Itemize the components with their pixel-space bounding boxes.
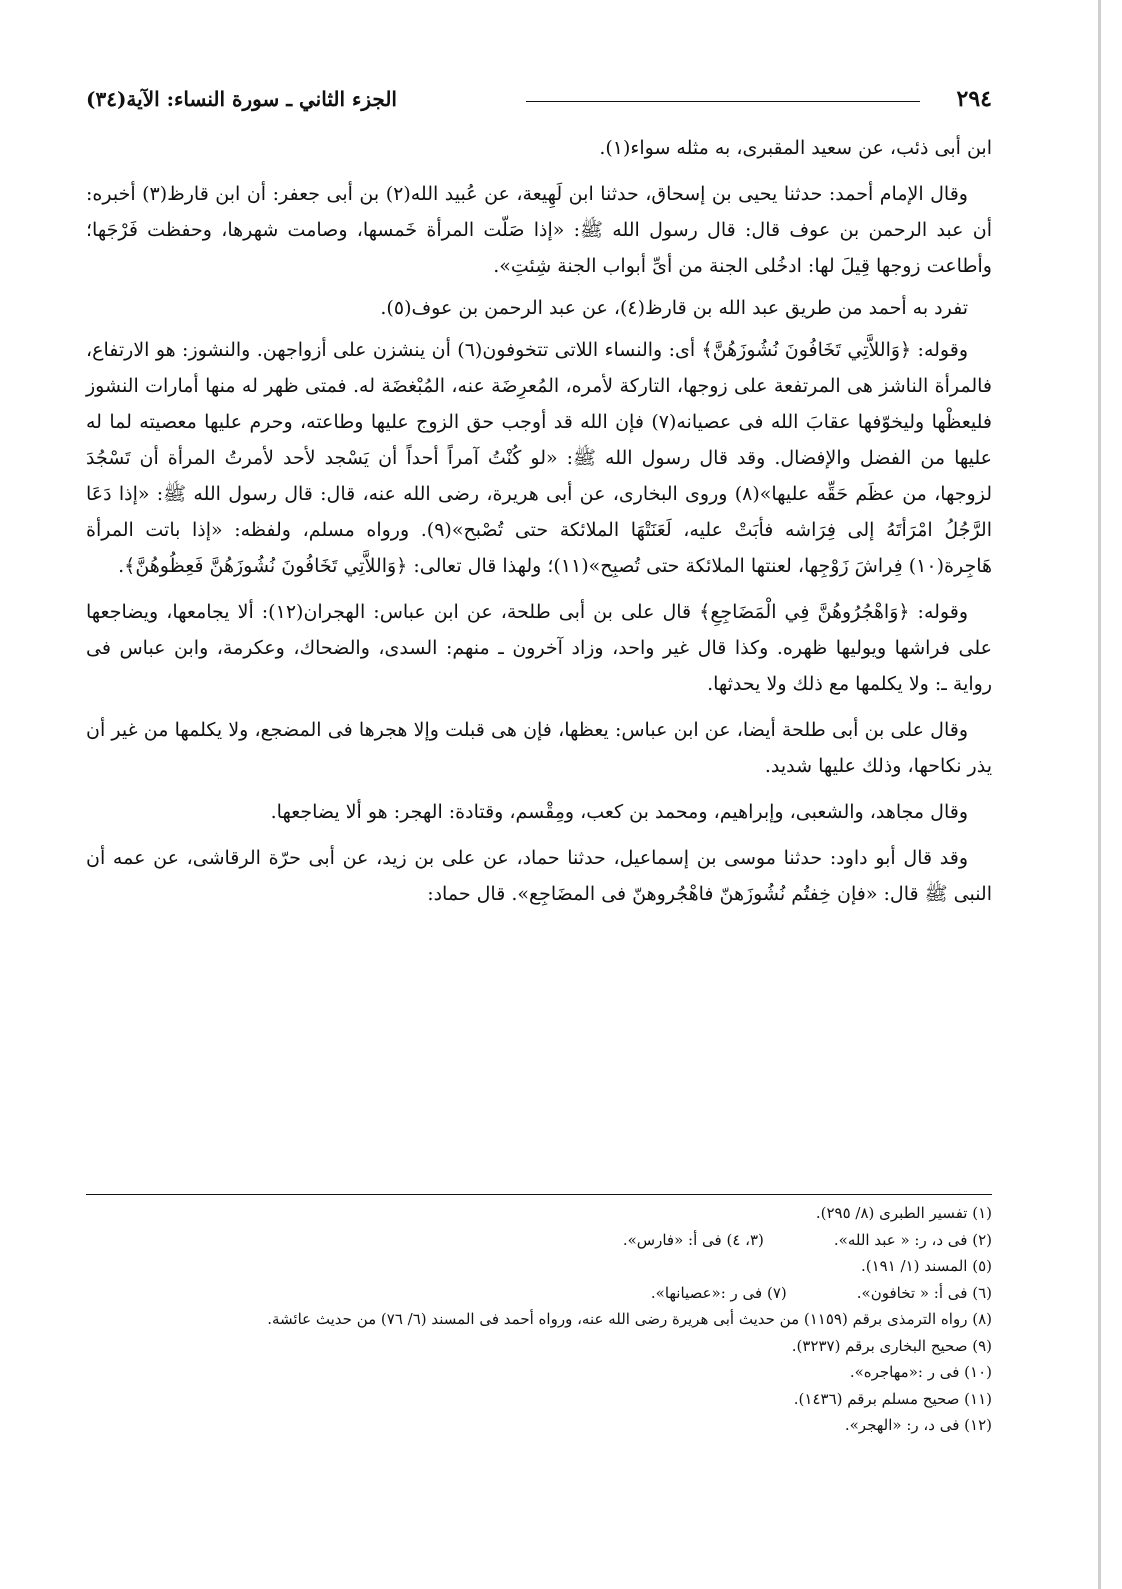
footnote: (٣، ٤) فى أ: «فارس».: [622, 1230, 764, 1249]
running-title: الجزء الثاني ـ سورة النساء: الآية(٣٤): [86, 87, 397, 111]
footnote: (١٢) فى د، ر: «الهجر».: [844, 1416, 992, 1434]
footnote: (٧) فى ر :«عصيانها».: [650, 1283, 787, 1302]
footnote: (١٠) فى ر :«مهاجره».: [849, 1363, 992, 1381]
paragraph: وقوله: ﴿وَاللاَّتِي تَخَافُونَ نُشُوزَهُنَّ﴾ أى: والنساء اللاتى تتخوفون(٦) أن ينشزن على أزواجهن. والنشوز: هو الارتفاع، فالمرأة الناشز هى المرتفعة على زوجها، التاركة لأمره، المُعرِضَة عنه، المُبْغضَة له. فمتى ظهر له منها أمارات النشوز فليعظْها وليخوّفها عقابَ الله فى عصيانه(٧) فإن الله قد أوجب حق الزوج عليها وطاعته، وحرم عليها معصيته لما له عليها من الفضل والإفضال. وقد قال رسول الله ﷺ: «لو كُنْتُ آمراً أحداً أن يَسْجد لأحد لأمرتُ المرأة أن تَسْجُدَ لزوجها، من عظَم حَقِّه عليها»(٨) وروى البخارى، عن أبى هريرة، رضى الله عنه، قال: قال رسول الله ﷺ: «إذا دَعَا الرَّجُلُ امْرَأتَهُ إلى فِرَاشه فأبَتْ عليه، لَعَنَتْهَا الملائكة حتى تُصْبح»(٩). ورواه مسلم، ولفظه: «إذا باتت المرأة هَاجِرة(١٠) فِراشَ زَوْجِها، لعنتها الملائكة حتى تُصبِح»(١١)؛ ولهذا قال تعالى: ﴿وَاللاَّتِي تَخَافُونَ نُشُوزَهُنَّ فَعِظُوهُنَّ﴾.: [86, 339, 993, 577]
page-edge-divider: [1098, 0, 1101, 1589]
paragraph: وقوله: ﴿وَاهْجُرُوهُنَّ فِي الْمَضَاجِعِ﴾ قال على بن أبى طلحة، عن ابن عباس: الهجران(١٢): ألا يجامعها، ويضاجعها على فراشها ويوليها ظهره. وكذا قال غير واحد، وزاد آخرون ـ منهم: السدى، والضحاك، وعكرمة، وابن عباس فى رواية ـ: ولا يكلمها مع ذلك ولا يحدثها.: [86, 601, 992, 695]
paragraph: تفرد به أحمد من طريق عبد الله بن قارظ(٤)، عن عبد الرحمن بن عوف(٥).: [380, 297, 968, 319]
running-header: [86, 84, 992, 118]
footnote-row: [86, 1227, 992, 1254]
footnote: (١) تفسير الطبرى (٨/ ٢٩٥).: [815, 1204, 992, 1222]
paragraph: وقال الإمام أحمد: حدثنا يحيى بن إسحاق، حدثنا ابن لَهِيعة، عن عُبيد الله(٢) بن أبى جعفر: أن ابن قارظ(٣) أخبره: أن عبد الرحمن بن عوف قال: قال رسول الله ﷺ: «إذا صَلّت المرأة خَمسها، وصامت شهرها، وحفظت فَرْجَها؛ وأطاعت زوجها قِيلَ لها: ادخُلى الجنة من أىِّ أبواب الجنة شِئتِ».: [86, 183, 992, 277]
footnotes: [86, 1200, 992, 1439]
footnote: (٥) المسند (١/ ١٩١).: [860, 1257, 992, 1275]
footnote: (٨) رواه الترمذى برقم (١١٥٩) من حديث أبى هريرة رضى الله عنه، ورواه أحمد فى المسند (٦/ ٧٦) من حديث عائشة.: [267, 1310, 992, 1328]
footnote: (١١) صحيح مسلم برقم (١٤٣٦).: [793, 1389, 992, 1408]
footnote-row: [86, 1280, 992, 1307]
paragraph: ابن أبى ذئب، عن سعيد المقبرى، به مثله سواء(١).: [599, 137, 992, 159]
main-text: [86, 130, 992, 918]
paragraph: وقد قال أبو داود: حدثنا موسى بن إسماعيل، حدثنا حماد، عن على بن زيد، عن أبى حرّة الرقاشى، عن عمه أن النبى ﷺ قال: «فإن خِفتُم نُشُوزَهنّ فاهْجُروهنّ فى المضَاجِع». قال حماد:: [86, 847, 992, 905]
page-number: ٢٩٤: [956, 86, 992, 112]
footnote: (٩) صحيح البخارى برقم (٣٢٣٧).: [791, 1336, 992, 1355]
footnote: (٦) فى أ: « تخافون».: [856, 1283, 992, 1302]
paragraph: وقال مجاهد، والشعبى، وإبراهيم، ومحمد بن كعب، ومِقْسم، وقتادة: الهجر: هو ألا يضاجعها.: [270, 801, 968, 823]
paragraph: وقال على بن أبى طلحة أيضا، عن ابن عباس: يعظها، فإن هى قبلت وإلا هجرها فى المضجع، ولا يكلمها من غير أن يذر نكاحها، وذلك عليها شديد.: [86, 719, 992, 777]
header-rule: [526, 101, 920, 102]
footnote-divider: [86, 1194, 992, 1195]
footnote: (٢) فى د، ر: « عبد الله».: [833, 1230, 992, 1249]
